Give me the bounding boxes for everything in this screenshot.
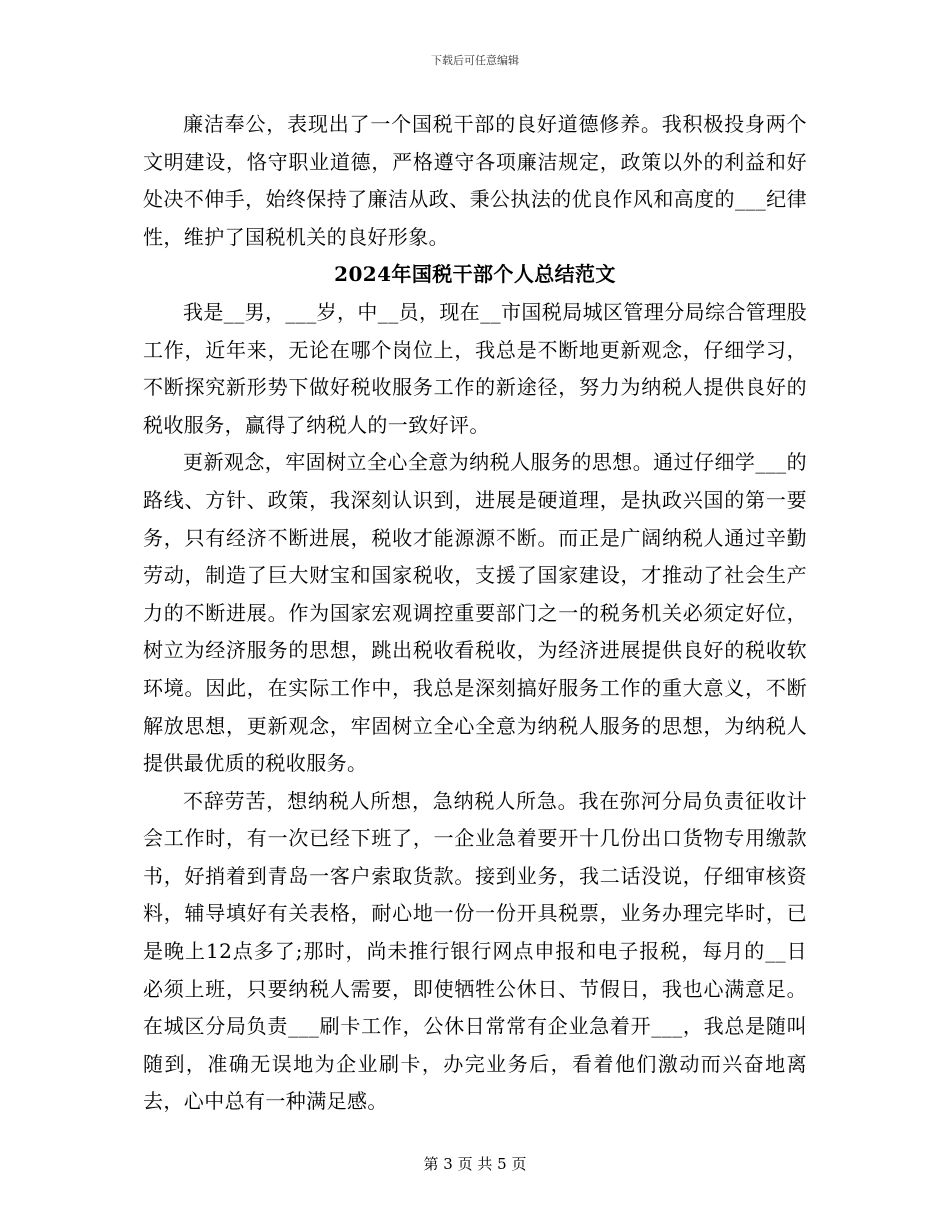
paragraph-1: 我是__男，___岁，中__员，现在__市国税局城区管理分局综合管理股工作，近年来，无论在哪个岗位上，我总是不断地更新观念，仔细学习，不断探究新形势下做好税收服务工作的新途径，努力为纳税人提供良好的税收服务，赢得了纳税人的一致好评。	[143, 299, 807, 437]
document-body	[143, 106, 807, 1121]
paragraph-3: 不辞劳苦，想纳税人所想，急纳税人所急。我在弥河分局负责征收计会工作时，有一次已经下班了，一企业急着要开十几份出口货物专用缴款书，好捎着到青岛一客户索取货款。接到业务，我二话没说，仔细审核资料，辅导填好有关表格，耐心地一份一份开具税票，业务办理完毕时，已是晚上12点多了;那时，尚未推行银行网点申报和电子报税，每月的__日必须上班，只要纳税人需要，即使牺牲公休日、节假日，我也心满意足。在城区分局负责___刷卡工作，公休日常常有企业急着开___，我总是随叫随到，准确无误地为企业刷卡，办完业务后，看着他们激动而兴奋地离去，心中总有一种满足感。	[143, 788, 807, 1114]
page-number-footer: 第 3 页 共 5 页	[423, 1155, 527, 1173]
document-title: 2024年国税干部个人总结范文	[334, 262, 616, 287]
intro-paragraph: 廉洁奉公，表现出了一个国税干部的良好道德修养。我积极投身两个文明建设，恪守职业道德，严格遵守各项廉洁规定，政策以外的利益和好处决不伸手，始终保持了廉洁从政、秉公执法的优良作风和高度的___纪律性，维护了国税机关的良好形象。	[143, 112, 807, 249]
paragraph-2: 更新观念，牢固树立全心全意为纳税人服务的思想。通过仔细学___的路线、方针、政策，我深刻认识到，进展是硬道理，是执政兴国的第一要务，只有经济不断进展，税收才能源源不断。而正是广阔纳税人通过辛勤劳动，制造了巨大财宝和国家税收，支援了国家建设，才推动了社会生产力的不断进展。作为国家宏观调控重要部门之一的税务机关必须定好位，树立为经济服务的思想，跳出税收看税收，为经济进展提供良好的税收软环境。因此，在实际工作中，我总是深刻搞好服务工作的重大意义，不断解放思想，更新观念，牢固树立全心全意为纳税人服务的思想，为纳税人提供最优质的税收服务。	[143, 450, 807, 776]
page-header: 下载后可任意编辑	[431, 54, 519, 67]
